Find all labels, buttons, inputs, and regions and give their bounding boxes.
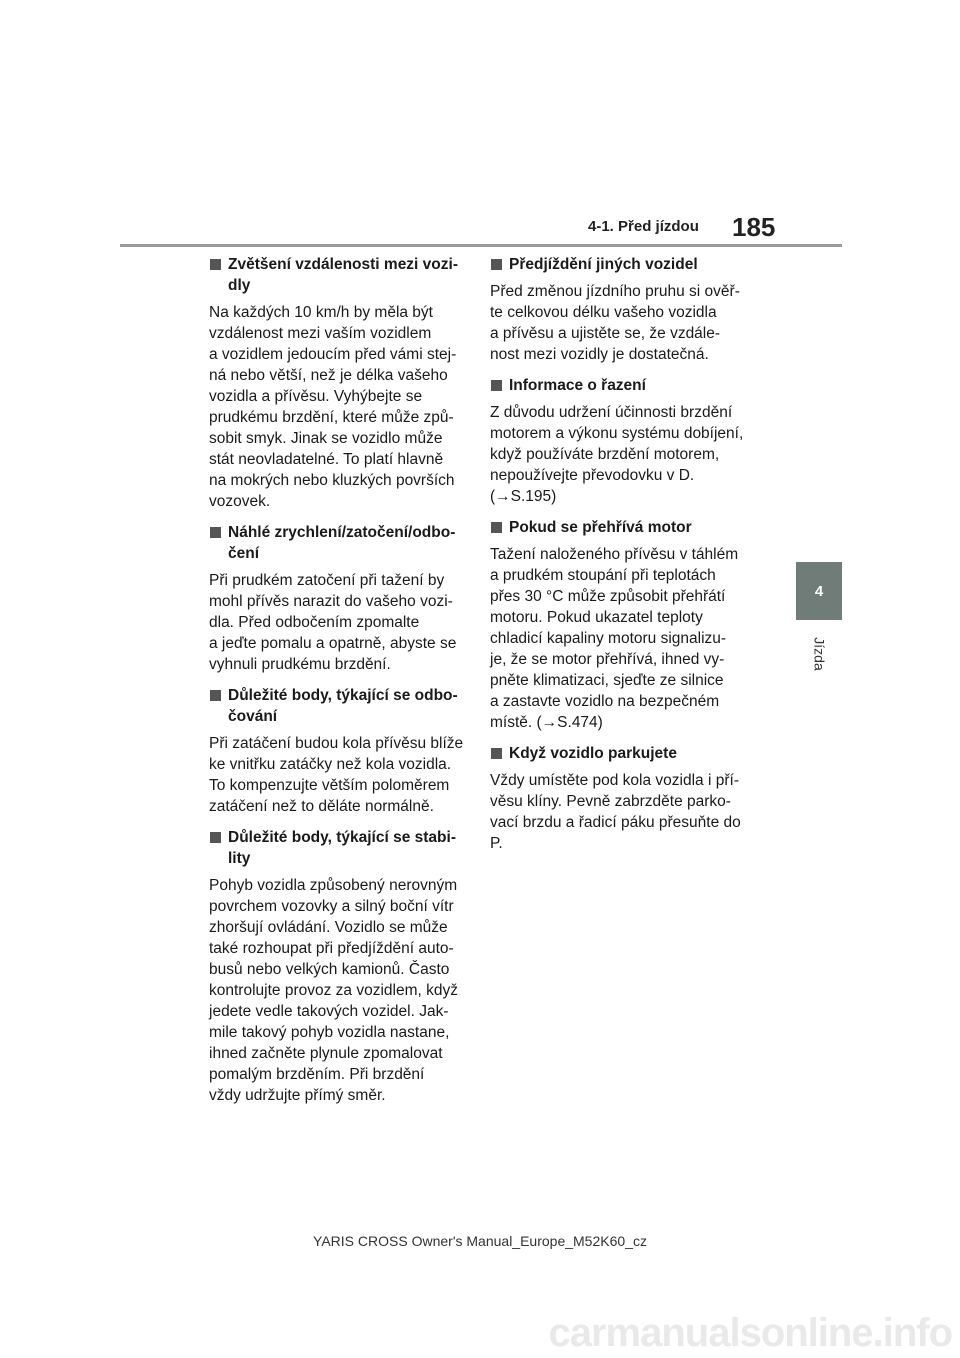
square-bullet-icon	[210, 832, 221, 843]
chapter-label-container	[810, 624, 830, 684]
left-column	[209, 254, 467, 1116]
square-bullet-icon	[491, 522, 502, 533]
section-heading	[209, 254, 467, 296]
section-heading	[209, 827, 467, 869]
section-body: Na každých 10 km/h by měla být vzdálenost mezi vaším vozidlem a vozidlem jedoucím před vámi stej- ná nebo větší, než je délka vašeho vozidla a přívěsu. Vyhýbejte se prudkému brzdění, které může způ- sobit smyk. Jinak se vozidlo může stát neovladatelné. To platí hlavně na mokrých nebo kluzkých površích vozovek.	[209, 304, 457, 510]
section-body: Tažení naloženého přívěsu v táhlém a prudkém stoupání při teplotách přes 30 °C může způsobit přehřátí motoru. Pokud ukazatel teploty chladicí kapaliny motoru signalizu- je, že se motor přehřívá, ihned vy- pněte klimatizaci, sjeďte ze silnice a zastavte vozidlo na bezpečném místě. (→S.474)	[490, 546, 739, 731]
heading-text: Pokud se přehřívá motor	[509, 519, 692, 536]
section-body: Při prudkém zatočení při tažení by mohl přívěs narazit do vašeho vozi- dla. Před odbočením zpomalte a jeďte pomalu a opatrně, abyste se vyhnuli prudkému brzdění.	[209, 572, 457, 673]
page-number: 185	[732, 212, 776, 242]
watermark: carmanualsonline.info	[548, 1311, 952, 1355]
square-bullet-icon	[210, 527, 221, 538]
document-footer: YARIS CROSS Owner's Manual_Europe_M52K60_cz	[313, 1233, 647, 1249]
heading-text: Důležité body, týkající se odbo- čování	[228, 687, 458, 725]
heading-text: Když vozidlo parkujete	[509, 745, 677, 762]
heading-text: Informace o řazení	[509, 377, 646, 394]
square-bullet-icon	[491, 259, 502, 270]
section-heading	[490, 254, 755, 275]
square-bullet-icon	[491, 748, 502, 759]
section-body: Před změnou jízdního pruhu si ověř- te celkovou délku vašeho vozidla a přívěsu a ujistěte se, že vzdále- nost mezi vozidly je dostatečná.	[490, 283, 740, 363]
section-heading	[490, 743, 755, 764]
square-bullet-icon	[210, 690, 221, 701]
section-body: Při zatáčení budou kola přívěsu blíže ke vnitřku zatáčky než kola vozidla. To kompenzujte větším poloměrem zatáčení než to děláte normálně.	[209, 735, 464, 815]
right-column	[490, 254, 755, 864]
heading-text: Náhlé zrychlení/zatočení/odbo- čení	[228, 524, 456, 562]
section-heading	[490, 517, 755, 538]
square-bullet-icon	[210, 259, 221, 270]
chapter-number: 4	[814, 582, 824, 600]
header-divider	[120, 244, 842, 247]
section-title: 4-1. Před jízdou	[588, 218, 699, 235]
square-bullet-icon	[491, 380, 502, 391]
section-body: Z důvodu udržení účinnosti brzdění motorem a výkonu systému dobíjení, když používáte brzdění motorem, nepoužívejte převodovku v D. (→S.195)	[490, 404, 744, 505]
section-body: Vždy umístěte pod kola vozidla i pří- věsu klíny. Pevně zabrzděte parko- vací brzdu a řadicí páku přesuňte do P.	[490, 772, 741, 852]
section-body: Pohyb vozidla způsobený nerovným povrchem vozovky a silný boční vítr zhoršují ovládání. Vozidlo se může také rozhoupat při předjíždění auto- busů nebo velkých kamionů. Často kontrolujte provoz za vozidlem, když jedete vedle takových vozidel. Jak- mile takový pohyb vozidla nastane, ihned začněte plynule zpomalovat pomalým brzděním. Při brzdění vždy udržujte přímý směr.	[209, 877, 458, 1104]
heading-text: Důležité body, týkající se stabi- lity	[228, 829, 456, 867]
section-heading	[209, 685, 467, 727]
section-heading	[209, 522, 467, 564]
heading-text: Předjíždění jiných vozidel	[509, 256, 698, 273]
chapter-tab	[796, 562, 842, 620]
heading-text: Zvětšení vzdálenosti mezi vozi- dly	[228, 256, 458, 294]
chapter-label: Jízda	[812, 637, 828, 671]
section-heading	[490, 375, 755, 396]
